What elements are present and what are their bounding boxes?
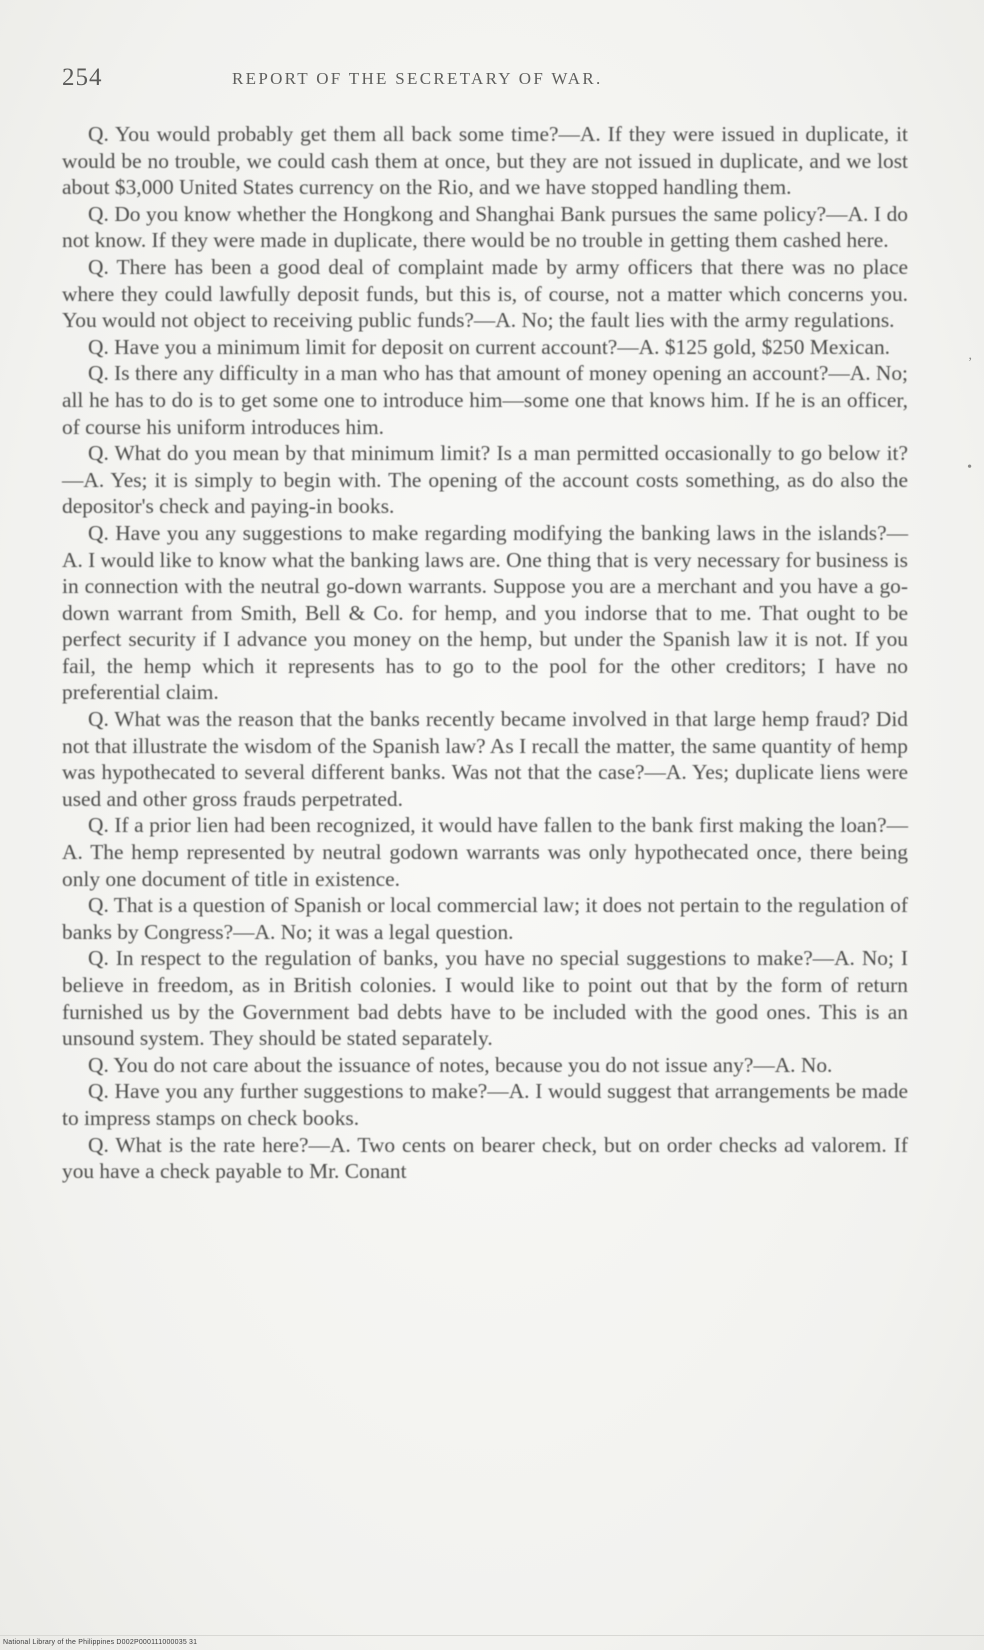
paragraph-12: Q. You do not care about the issuance of notes, because you do not issue any?—A. No. — [88, 1052, 833, 1077]
paragraph-4: Q. Have you a minimum limit for deposit on current account?—A. $125 gold, $250 Mexican. — [88, 334, 890, 359]
footer-credit: National Library of the Philippines D002P000111000035 31 — [3, 1639, 198, 1646]
paragraph-3: Q. There has been a good deal of complaint made by army officers that there was no place where they could lawfully deposit funds, but this is, of course, not a matter which concerns you. You would not object to receiving public funds?—A. No; the fault lies with the army regulations. — [62, 254, 908, 333]
paragraph-14: Q. What is the rate here?—A. Two cents on bearer check, but on order checks ad valorem. If you have a check payable to Mr. Conant — [62, 1132, 908, 1184]
footer-divider — [0, 1635, 984, 1636]
page-number: 254 — [62, 64, 103, 91]
paragraph-5: Q. Is there any difficulty in a man who has that amount of money opening an account?—A. No; all he has to do is to get some one to introduce him—some one that knows him. If he is an officer, of course his uniform introduces him. — [62, 361, 908, 439]
paragraph-9: Q. If a prior lien had been recognized, it would have fallen to the bank first making the loan?—A. The hemp represented by neutral godown warrants was only hypothecated once, there being only one document of title in existence. — [62, 813, 908, 891]
paragraph-1: Q. You would probably get them all back some time?—A. If they were issued in duplicate, it would be no trouble, we could cash them at once, but they are not issued in duplicate, and we lost about $3,000 United States currency on the Rio, and we have stopped handling them. — [62, 122, 908, 200]
running-title: REPORT OF THE SECRETARY OF WAR. — [232, 69, 603, 88]
paragraph-11: Q. In respect to the regulation of banks, you have no special suggestions to make?—A. No; I believe in freedom, as in British colonies. I would like to point out that by the form of return furnished us by the Government bad debts have to be included with the good ones. This is an unsound system. They should be stated separately. — [62, 946, 908, 1051]
body-text — [62, 121, 908, 1185]
paragraph-2: Q. Do you know whether the Hongkong and Shanghai Bank pursues the same policy?—A. I do not know. If they were made in duplicate, there would be no trouble in getting them cashed here. — [62, 201, 908, 253]
margin-mark-2: • — [967, 460, 972, 475]
paragraph-10: Q. That is a question of Spanish or local commercial law; it does not pertain to the regulation of banks by Congress?—A. No; it was a legal question. — [62, 893, 908, 944]
margin-mark-1: , — [968, 348, 972, 363]
paragraph-8: Q. What was the reason that the banks recently became involved in that large hemp fraud? Did not that illustrate the wisdom of the Spanish law? As I recall the matter, the same quantity of hemp was hypothecated to several different banks. Was not that the case?—A. Yes; duplicate liens were used and other gross frauds perpetrated. — [62, 707, 908, 811]
paragraph-6: Q. What do you mean by that minimum limit? Is a man permitted occasionally to go below it?—A. Yes; it is simply to begin with. The opening of the account costs something, as do also the depositor's check and paying-in books. — [62, 441, 908, 519]
paragraph-7: Q. Have you any suggestions to make regarding modifying the banking laws in the islands?—A. I would like to know what the banking laws are. One thing that is very necessary for business is in connection with the neutral go-down warrants. Suppose you are a merchant and you have a go-down warrant from Smith, Bell & Co. for hemp, and you indorse that to me. That ought to be perfect security if I advance you money on the hemp, but under the Spanish law it is not. If you fail, the hemp which it represents has to go to the pool for the other creditors; I have no preferential claim. — [62, 520, 908, 705]
page-header — [62, 64, 907, 94]
paragraph-13: Q. Have you any further suggestions to make?—A. I would suggest that arrangements be made to impress stamps on check books. — [62, 1079, 908, 1130]
